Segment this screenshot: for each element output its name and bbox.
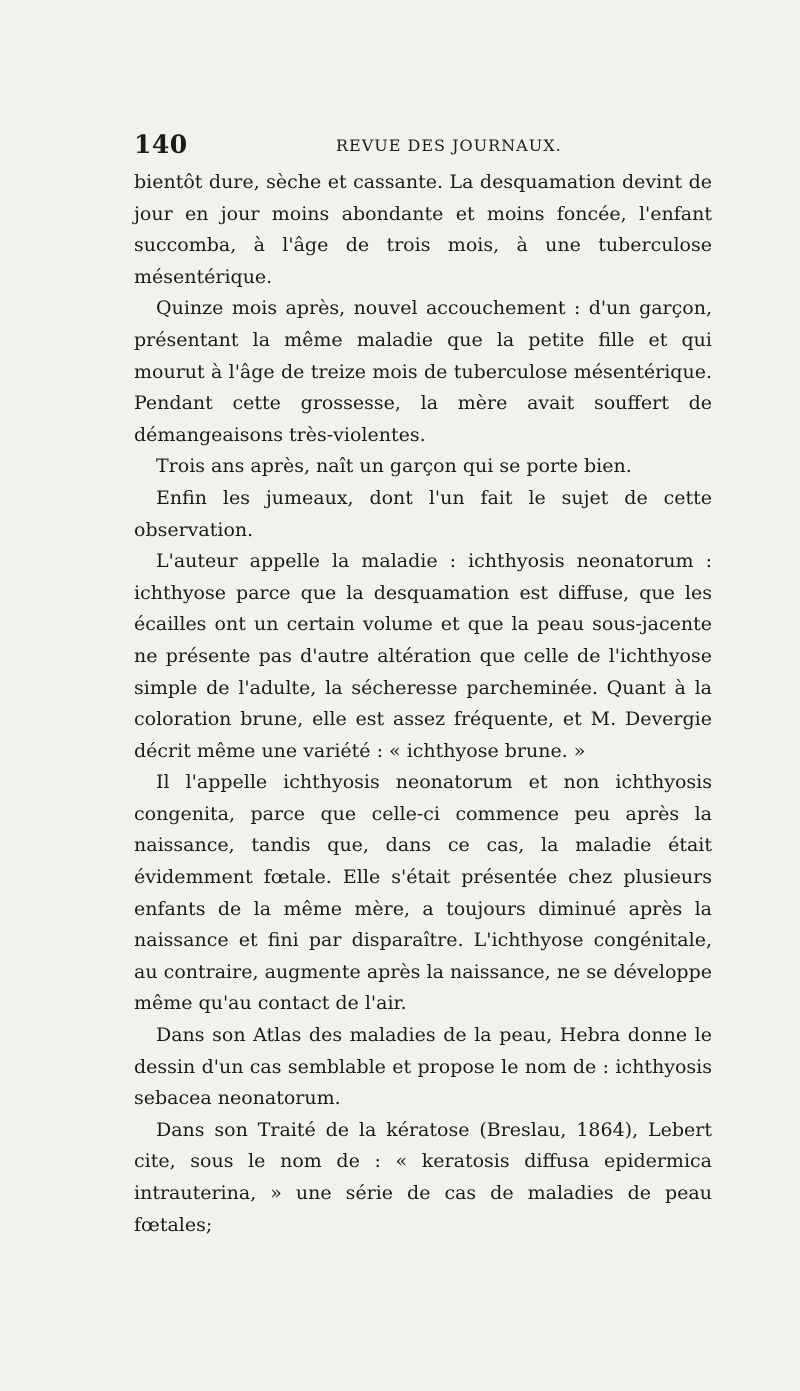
paragraph: Il l'appelle ichthyosis neonatorum et non ichthyosis congenita, parce que celle-ci commence peu après la naissance, tandis que, dans ce cas, la maladie était évidemment fœtale. Elle s'était présentée chez plusieurs enfants de la même mère, a toujours diminué après la naissance et fini par disparaître. L'ichthyose congénitale, au contraire, augmente après la naissance, ne se développe même qu'au contact de l'air. [134,771,712,1015]
running-title: REVUE DES JOURNAUX. [336,136,562,155]
page-header [134,130,710,158]
paragraph: Quinze mois après, nouvel accouchement : d'un garçon, présentant la même maladie que la petite fille et qui mourut à l'âge de treize mois de tuberculose mésentérique. Pendant cette grossesse, la mère avait souffert de démangeaisons très-violentes. [134,297,712,446]
page-number: 140 [134,130,188,159]
paragraph: Enfin les jumeaux, dont l'un fait le sujet de cette observation. [134,486,712,541]
paragraph: L'auteur appelle la maladie : ichthyosis neonatorum : ichthyose parce que la desquamation est diffuse, que les écailles ont un certain volume et que la peau sous-jacente ne présente pas d'autre altération que celle de l'ichthyose simple de l'adulte, la sécheresse parcheminée. Quant à la coloration brune, elle est assez fréquente, et M. Devergie décrit même une variété : « ichthyose brune. » [134,550,712,762]
body-text [134,167,712,1241]
paragraph: Trois ans après, naît un garçon qui se porte bien. [156,455,632,478]
paragraph: Dans son Atlas des maladies de la peau, Hebra donne le dessin d'un cas semblable et propose le nom de : ichthyosis sebacea neonatorum. [134,1024,712,1110]
paragraph: bientôt dure, sèche et cassante. La desquamation devint de jour en jour moins abondante et moins foncée, l'enfant succomba, à l'âge de trois mois, à une tuberculose mésentérique. [134,171,712,288]
paragraph: Dans son Traité de la kératose (Breslau, 1864), Lebert cite, sous le nom de : « keratosis diffusa epidermica intrauterina, » une série de cas de maladies de peau fœtales; [134,1118,712,1236]
